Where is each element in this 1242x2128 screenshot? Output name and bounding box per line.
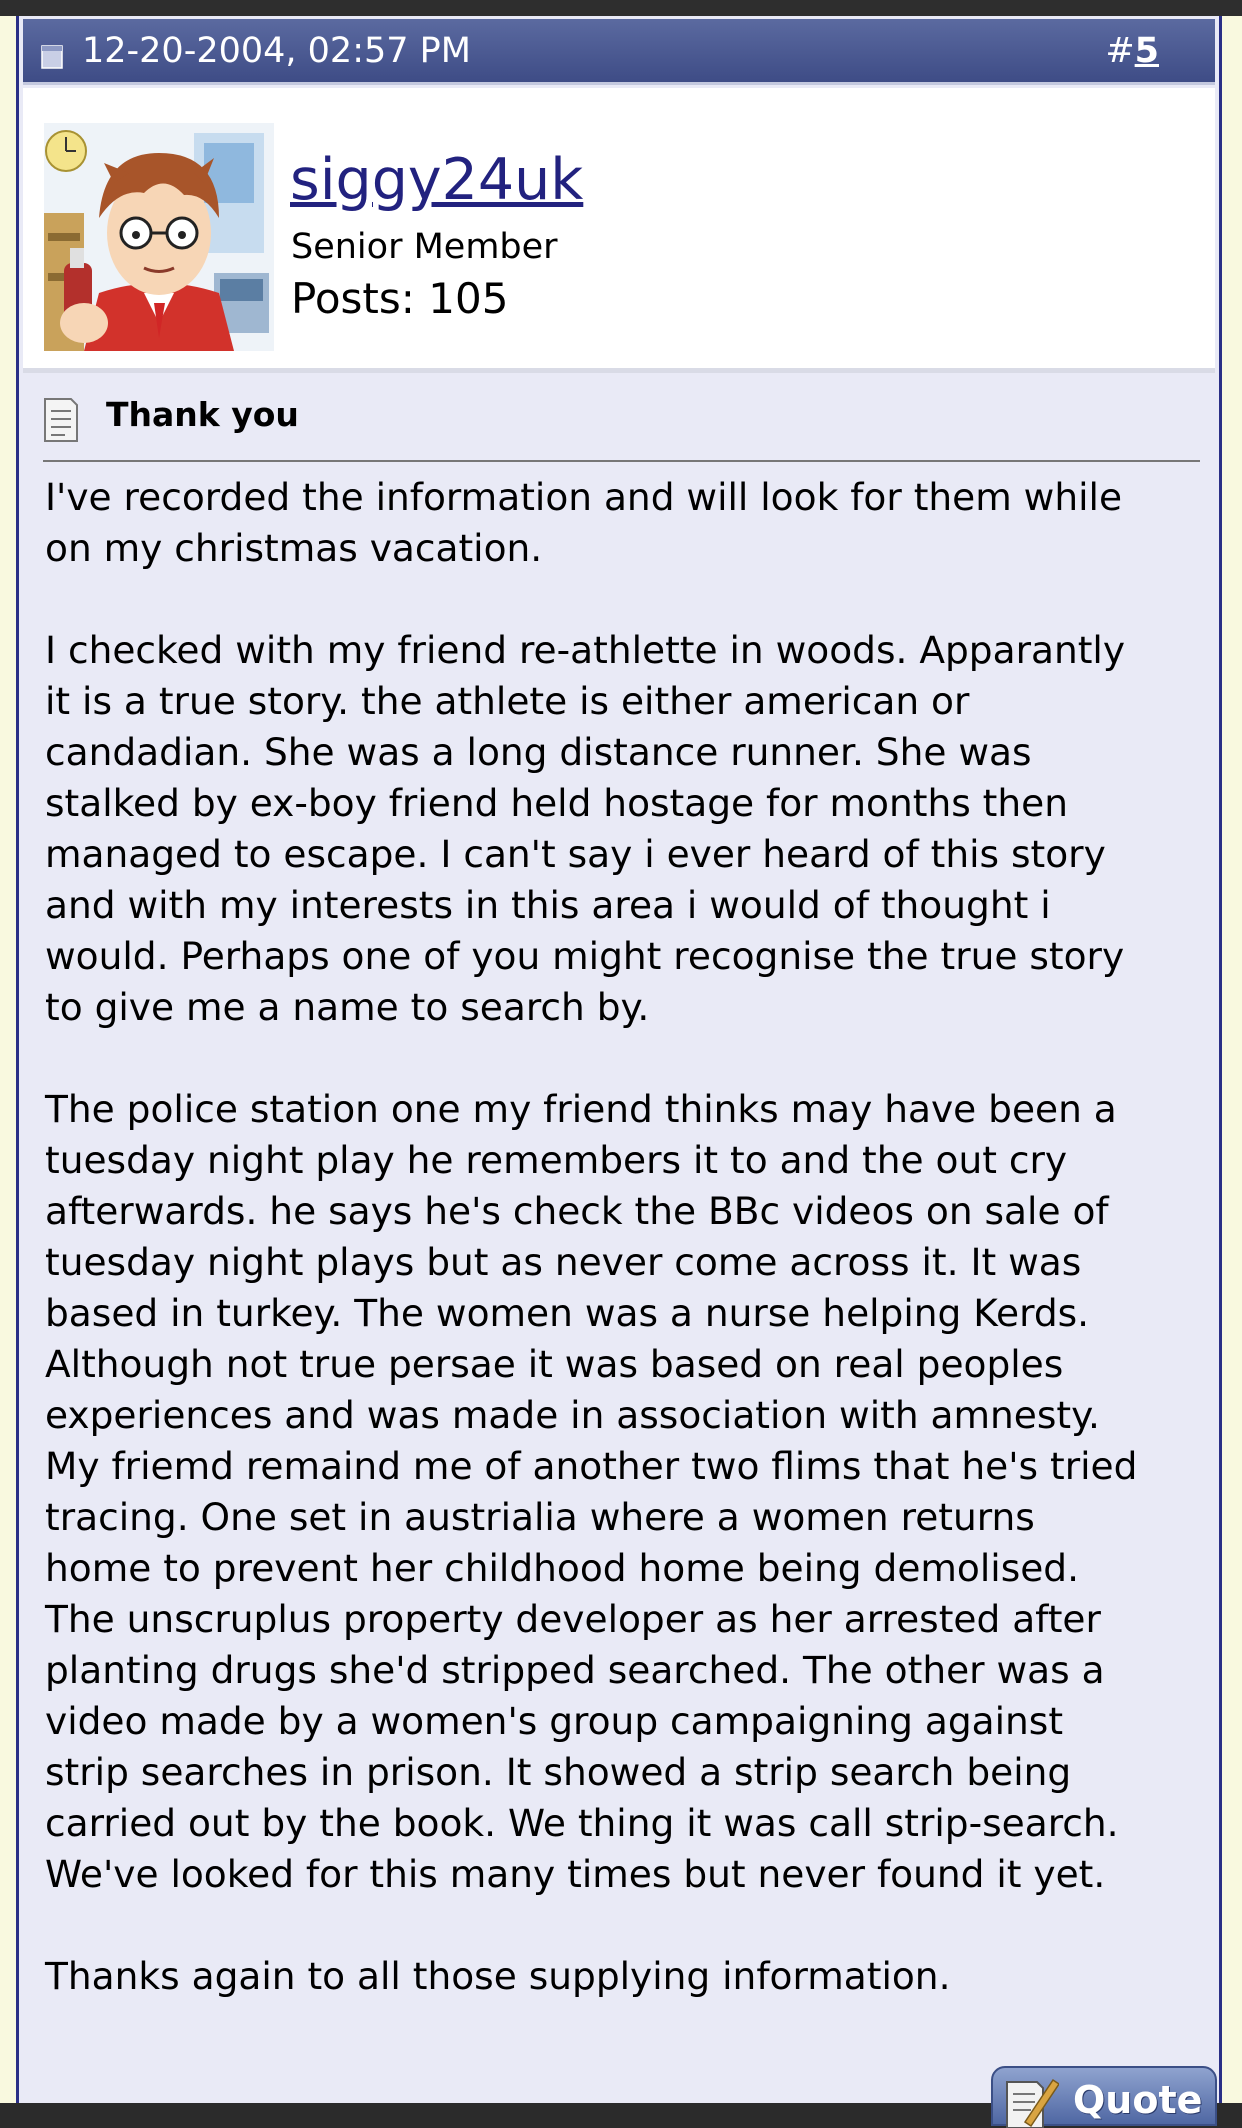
top-bar [0,0,1242,16]
message-paragraph: I've recorded the information and will look for them while on my christmas vacation. [45,475,1123,570]
post-icon [41,45,63,69]
user-info [23,88,1215,373]
message-paragraph: I checked with my friend re-athlette in woods. Apparantly it is a true story. the athlete is either american or candadian. She was a long distance runner. She was stalked by ex-boy friend held hostage for months then managed to escape. I can't say i ever heard of this story and with my interests in this area i would of thought i would. Perhaps one of you might recognise the true story to give me a name to search by. [45,628,1126,1029]
quote-icon [1003,2076,1059,2128]
document-icon [41,397,81,443]
avatar[interactable] [44,123,274,351]
user-post-count: Posts: 105 [291,274,509,323]
message-paragraph: Thanks again to all those supplying information. [45,1954,951,1998]
post-number-prefix: # [1105,31,1135,71]
post-date: 12-20-2004, 02:57 PM [82,31,471,71]
post-message [45,472,1225,2002]
post-number [1105,30,1159,72]
post-permalink[interactable]: 5 [1134,31,1159,71]
quote-button[interactable] [991,2066,1217,2126]
quote-label: Quote [1073,2078,1203,2122]
forum-post [16,16,1222,2122]
post-header [23,19,1215,85]
title-divider [43,460,1200,462]
username-link[interactable]: siggy24uk [290,147,584,213]
post-title: Thank you [106,395,299,434]
message-paragraph: The police station one my friend thinks may have been a tuesday night play he remembers it to and the out cry afterwards. he says he's check the BBc videos on sale of tuesday night plays but as never come across it. It was based in turkey. The women was a nurse helping Kerds. Although not true persae it was based on real peoples experiences and was made in association with amnesty. My friemd remaind me of another two flims that he's tried tracing. One set in austrialia where a women returns home to prevent her childhood home being demolised. The unscruplus property developer as her arrested after planting drugs she'd stripped searched. The other was a video made by a women's group campaigning against strip searches in prison. It showed a strip search being carried out by the book. We thing it was call strip-search. We've looked for this many times but never found it yet. [45,1087,1138,1896]
user-title: Senior Member [291,227,558,267]
